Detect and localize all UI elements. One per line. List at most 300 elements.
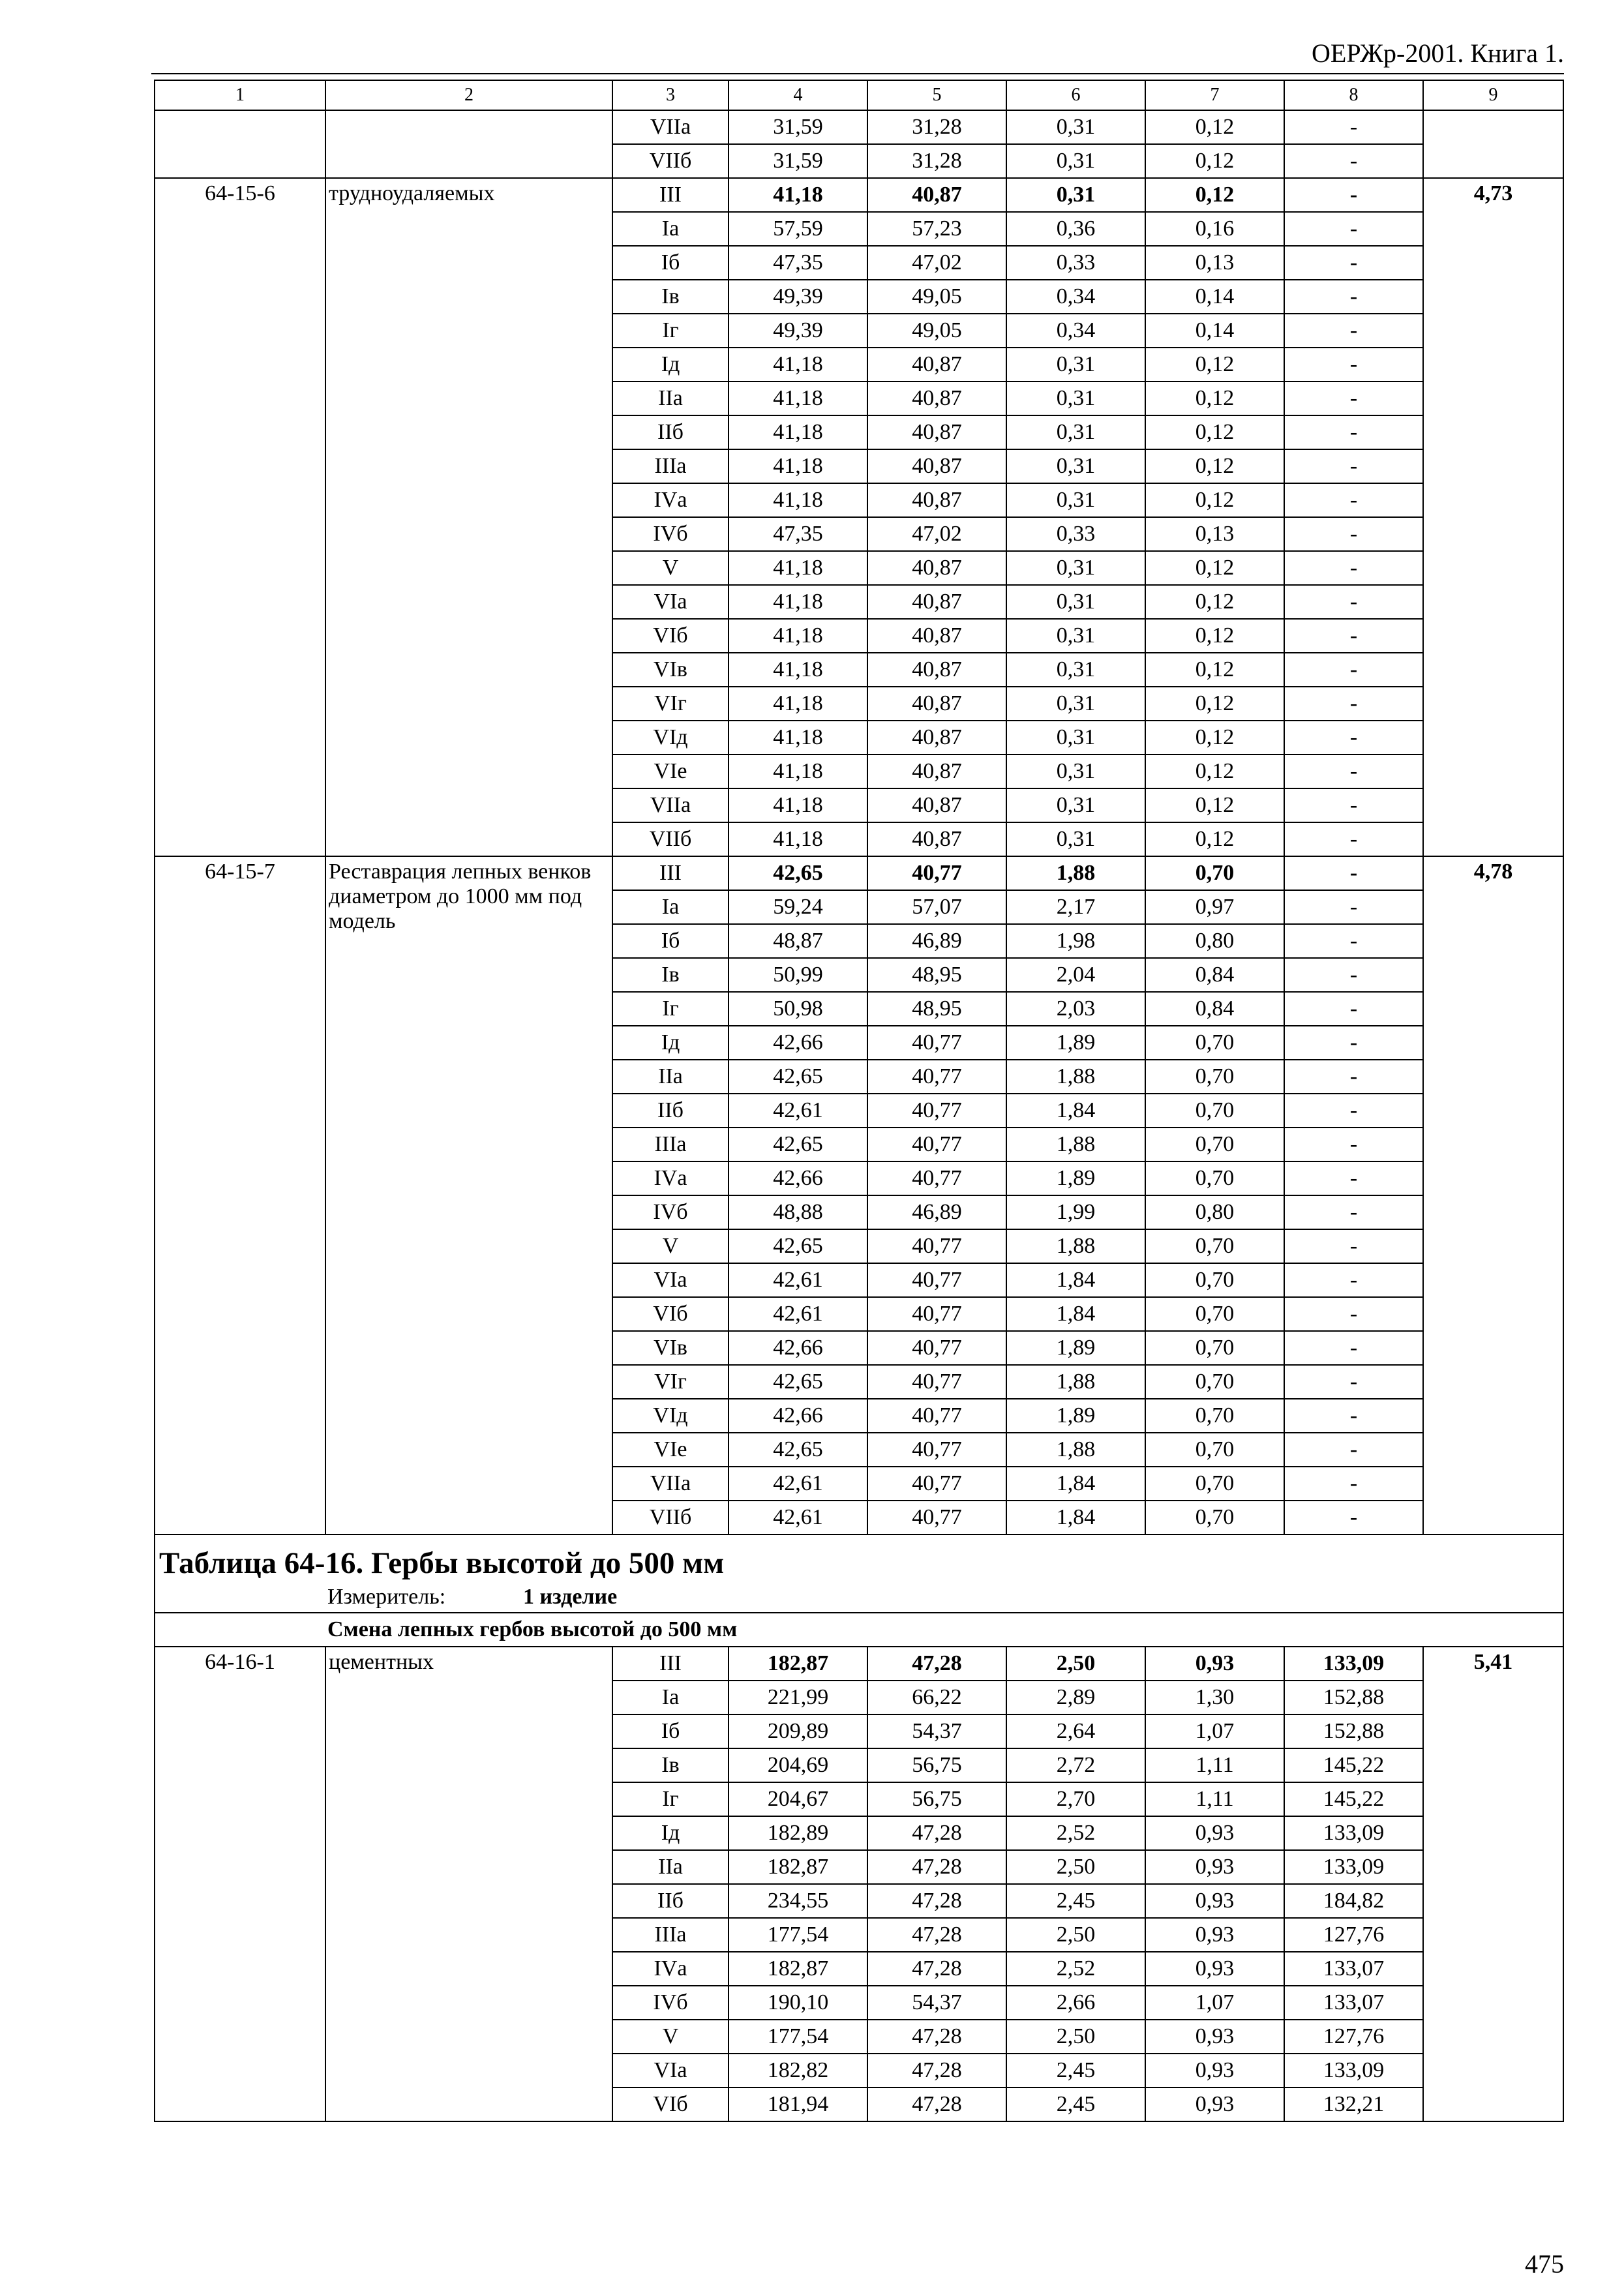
labor-hours-cell: 5,41 [1423,1647,1563,2121]
materials-cost-cell: - [1284,246,1423,280]
materials-cost-cell: 152,88 [1284,1681,1423,1714]
total-cost-cell: 221,99 [729,1681,867,1714]
zone-cell: Iд [612,1026,729,1060]
machine-cost-cell: 1,84 [1006,1094,1145,1128]
materials-cost-cell: - [1284,1229,1423,1263]
materials-cost-cell: - [1284,1399,1423,1433]
operator-wage-cell: 0,70 [1145,1501,1284,1534]
operator-wage-cell: 0,80 [1145,924,1284,958]
materials-cost-cell: - [1284,1331,1423,1365]
zone-cell: IIа [612,1060,729,1094]
zone-cell: VIб [612,619,729,653]
zone-cell: IIб [612,415,729,449]
machine-cost-cell: 2,50 [1006,1918,1145,1952]
labor-cost-cell: 40,87 [867,619,1006,653]
materials-cost-cell: - [1284,449,1423,483]
total-cost-cell: 41,18 [729,653,867,687]
table-row [155,110,1563,144]
total-cost-cell: 209,89 [729,1714,867,1748]
materials-cost-cell: - [1284,619,1423,653]
operator-wage-cell: 0,12 [1145,653,1284,687]
operator-wage-cell: 0,93 [1145,2087,1284,2121]
zone-cell: III [612,1647,729,1681]
labor-cost-cell: 40,87 [867,585,1006,619]
materials-cost-cell: - [1284,1365,1423,1399]
materials-cost-cell: - [1284,1026,1423,1060]
header-title: ОЕРЖр-2001. Книга 1. [1312,38,1564,68]
measure-cell [155,1582,1563,1613]
column-number: 2 [325,80,612,110]
materials-cost-cell: 145,22 [1284,1748,1423,1782]
labor-cost-cell: 31,28 [867,144,1006,178]
operator-wage-cell: 0,93 [1145,1850,1284,1884]
materials-cost-cell: 133,09 [1284,1816,1423,1850]
labor-cost-cell: 40,87 [867,415,1006,449]
labor-cost-cell: 40,77 [867,1467,1006,1501]
labor-cost-cell: 40,87 [867,687,1006,721]
materials-cost-cell: - [1284,1060,1423,1094]
work-description: Реставрация лепных венков диаметром до 1000 мм под модель [325,856,612,1534]
total-cost-cell: 41,18 [729,382,867,415]
zone-cell: VIв [612,1331,729,1365]
zone-cell: Iв [612,1748,729,1782]
zone-cell: Iа [612,890,729,924]
labor-hours-cell [1423,110,1563,178]
materials-cost-cell: - [1284,1161,1423,1195]
labor-cost-cell: 46,89 [867,1195,1006,1229]
labor-cost-cell: 47,28 [867,1918,1006,1952]
materials-cost-cell: 133,09 [1284,1850,1423,1884]
total-cost-cell: 182,87 [729,1647,867,1681]
operator-wage-cell: 0,14 [1145,280,1284,314]
labor-cost-cell: 40,77 [867,1433,1006,1467]
table-title-row [155,1534,1563,1582]
operator-wage-cell: 0,70 [1145,1297,1284,1331]
machine-cost-cell: 1,84 [1006,1501,1145,1534]
machine-cost-cell: 0,31 [1006,483,1145,517]
work-description [325,110,612,178]
total-cost-cell: 41,18 [729,788,867,822]
materials-cost-cell: - [1284,212,1423,246]
machine-cost-cell: 1,98 [1006,924,1145,958]
labor-cost-cell: 40,77 [867,1365,1006,1399]
labor-cost-cell: 48,95 [867,992,1006,1026]
machine-cost-cell: 0,31 [1006,178,1145,212]
table-row [155,1647,1563,1681]
total-cost-cell: 49,39 [729,280,867,314]
materials-cost-cell: - [1284,653,1423,687]
labor-cost-cell: 48,95 [867,958,1006,992]
total-cost-cell: 41,18 [729,483,867,517]
total-cost-cell: 41,18 [729,551,867,585]
materials-cost-cell: - [1284,1297,1423,1331]
labor-cost-cell: 47,28 [867,1647,1006,1681]
zone-cell: IVб [612,1986,729,2020]
operator-wage-cell: 0,12 [1145,721,1284,755]
section-subtitle: Смена лепных гербов высотой до 500 мм [155,1613,1563,1647]
section-subtitle-row [155,1613,1563,1647]
operator-wage-cell: 0,70 [1145,1128,1284,1161]
machine-cost-cell: 2,45 [1006,1884,1145,1918]
zone-cell: IIа [612,382,729,415]
operator-wage-cell: 0,12 [1145,822,1284,856]
total-cost-cell: 42,66 [729,1331,867,1365]
total-cost-cell: 41,18 [729,687,867,721]
operator-wage-cell: 0,93 [1145,1647,1284,1681]
total-cost-cell: 182,87 [729,1952,867,1986]
labor-cost-cell: 40,77 [867,1331,1006,1365]
total-cost-cell: 41,18 [729,415,867,449]
materials-cost-cell: 133,09 [1284,2054,1423,2087]
machine-cost-cell: 0,33 [1006,246,1145,280]
zone-cell: Iг [612,314,729,348]
labor-cost-cell: 49,05 [867,314,1006,348]
operator-wage-cell: 0,70 [1145,1026,1284,1060]
labor-cost-cell: 40,87 [867,483,1006,517]
materials-cost-cell: - [1284,1195,1423,1229]
operator-wage-cell: 0,12 [1145,755,1284,788]
machine-cost-cell: 0,36 [1006,212,1145,246]
zone-cell: VIIб [612,822,729,856]
materials-cost-cell: - [1284,178,1423,212]
materials-cost-cell: - [1284,348,1423,382]
operator-wage-cell: 0,12 [1145,788,1284,822]
labor-cost-cell: 56,75 [867,1782,1006,1816]
materials-cost-cell: - [1284,822,1423,856]
zone-cell: VIа [612,1263,729,1297]
machine-cost-cell: 0,34 [1006,280,1145,314]
operator-wage-cell: 1,11 [1145,1748,1284,1782]
labor-cost-cell: 40,77 [867,1128,1006,1161]
labor-cost-cell: 40,77 [867,1297,1006,1331]
machine-cost-cell: 2,17 [1006,890,1145,924]
operator-wage-cell: 0,84 [1145,958,1284,992]
machine-cost-cell: 2,70 [1006,1782,1145,1816]
labor-cost-cell: 40,87 [867,449,1006,483]
labor-cost-cell: 40,87 [867,822,1006,856]
operator-wage-cell: 0,84 [1145,992,1284,1026]
rate-code: 64-15-7 [155,856,325,1534]
total-cost-cell: 42,66 [729,1026,867,1060]
labor-cost-cell: 56,75 [867,1748,1006,1782]
total-cost-cell: 47,35 [729,517,867,551]
total-cost-cell: 177,54 [729,2020,867,2054]
machine-cost-cell: 0,31 [1006,110,1145,144]
machine-cost-cell: 2,45 [1006,2054,1145,2087]
total-cost-cell: 59,24 [729,890,867,924]
total-cost-cell: 42,65 [729,1229,867,1263]
machine-cost-cell: 2,45 [1006,2087,1145,2121]
machine-cost-cell: 2,04 [1006,958,1145,992]
labor-cost-cell: 47,28 [867,1884,1006,1918]
materials-cost-cell: - [1284,517,1423,551]
machine-cost-cell: 1,89 [1006,1161,1145,1195]
total-cost-cell: 49,39 [729,314,867,348]
labor-cost-cell: 47,28 [867,2020,1006,2054]
column-number: 8 [1284,80,1423,110]
column-number: 1 [155,80,325,110]
machine-cost-cell: 0,31 [1006,449,1145,483]
total-cost-cell: 41,18 [729,449,867,483]
machine-cost-cell: 0,31 [1006,585,1145,619]
labor-cost-cell: 40,77 [867,1229,1006,1263]
zone-cell: VIб [612,1297,729,1331]
operator-wage-cell: 0,12 [1145,110,1284,144]
zone-cell: IVа [612,1161,729,1195]
materials-cost-cell: 133,07 [1284,1986,1423,2020]
materials-cost-cell: - [1284,924,1423,958]
zone-cell: VIIа [612,110,729,144]
labor-cost-cell: 47,02 [867,246,1006,280]
machine-cost-cell: 0,33 [1006,517,1145,551]
materials-cost-cell: 127,76 [1284,1918,1423,1952]
labor-cost-cell: 40,87 [867,721,1006,755]
operator-wage-cell: 1,11 [1145,1782,1284,1816]
labor-cost-cell: 40,87 [867,178,1006,212]
total-cost-cell: 50,98 [729,992,867,1026]
machine-cost-cell: 0,31 [1006,653,1145,687]
operator-wage-cell: 1,30 [1145,1681,1284,1714]
machine-cost-cell: 2,03 [1006,992,1145,1026]
labor-cost-cell: 49,05 [867,280,1006,314]
table-body [155,80,1563,2121]
materials-cost-cell: 145,22 [1284,1782,1423,1816]
column-number-row [155,80,1563,110]
zone-cell: VIIб [612,144,729,178]
total-cost-cell: 181,94 [729,2087,867,2121]
materials-cost-cell: - [1284,1467,1423,1501]
machine-cost-cell: 0,31 [1006,144,1145,178]
column-number: 3 [612,80,729,110]
operator-wage-cell: 0,12 [1145,415,1284,449]
total-cost-cell: 47,35 [729,246,867,280]
operator-wage-cell: 0,70 [1145,856,1284,890]
measure-value: 1 изделие [523,1585,618,1609]
zone-cell: III [612,856,729,890]
machine-cost-cell: 0,31 [1006,382,1145,415]
labor-cost-cell: 40,87 [867,788,1006,822]
zone-cell: IIIа [612,449,729,483]
total-cost-cell: 31,59 [729,144,867,178]
operator-wage-cell: 0,12 [1145,687,1284,721]
labor-hours-cell: 4,78 [1423,856,1563,1534]
labor-cost-cell: 47,28 [867,2087,1006,2121]
total-cost-cell: 41,18 [729,822,867,856]
machine-cost-cell: 1,88 [1006,856,1145,890]
materials-cost-cell: - [1284,1263,1423,1297]
machine-cost-cell: 0,31 [1006,415,1145,449]
total-cost-cell: 182,87 [729,1850,867,1884]
materials-cost-cell: - [1284,788,1423,822]
labor-cost-cell: 40,77 [867,1161,1006,1195]
operator-wage-cell: 0,93 [1145,2020,1284,2054]
labor-cost-cell: 40,87 [867,551,1006,585]
machine-cost-cell: 2,50 [1006,2020,1145,2054]
machine-cost-cell: 1,99 [1006,1195,1145,1229]
operator-wage-cell: 0,70 [1145,1433,1284,1467]
machine-cost-cell: 2,50 [1006,1850,1145,1884]
materials-cost-cell: - [1284,110,1423,144]
materials-cost-cell: - [1284,585,1423,619]
machine-cost-cell: 1,84 [1006,1263,1145,1297]
machine-cost-cell: 0,31 [1006,551,1145,585]
zone-cell: Iг [612,992,729,1026]
total-cost-cell: 41,18 [729,348,867,382]
operator-wage-cell: 0,93 [1145,1918,1284,1952]
zone-cell: Iа [612,1681,729,1714]
labor-cost-cell: 47,28 [867,1850,1006,1884]
zone-cell: IVб [612,1195,729,1229]
machine-cost-cell: 2,72 [1006,1748,1145,1782]
labor-cost-cell: 47,28 [867,2054,1006,2087]
zone-cell: Iд [612,348,729,382]
machine-cost-cell: 2,64 [1006,1714,1145,1748]
labor-cost-cell: 54,37 [867,1714,1006,1748]
zone-cell: IIа [612,1850,729,1884]
operator-wage-cell: 0,12 [1145,551,1284,585]
operator-wage-cell: 0,12 [1145,619,1284,653]
zone-cell: IVа [612,483,729,517]
operator-wage-cell: 0,14 [1145,314,1284,348]
operator-wage-cell: 0,70 [1145,1229,1284,1263]
rate-code: 64-16-1 [155,1647,325,2121]
zone-cell: VIб [612,2087,729,2121]
zone-cell: VIд [612,1399,729,1433]
operator-wage-cell: 0,93 [1145,1884,1284,1918]
total-cost-cell: 41,18 [729,721,867,755]
total-cost-cell: 48,87 [729,924,867,958]
total-cost-cell: 42,65 [729,856,867,890]
materials-cost-cell: 152,88 [1284,1714,1423,1748]
machine-cost-cell: 0,31 [1006,755,1145,788]
operator-wage-cell: 0,93 [1145,1952,1284,1986]
operator-wage-cell: 0,70 [1145,1263,1284,1297]
machine-cost-cell: 0,31 [1006,822,1145,856]
machine-cost-cell: 1,84 [1006,1467,1145,1501]
machine-cost-cell: 1,88 [1006,1433,1145,1467]
zone-cell: V [612,1229,729,1263]
zone-cell: IIIа [612,1918,729,1952]
zone-cell: Iв [612,958,729,992]
total-cost-cell: 41,18 [729,178,867,212]
zone-cell: VIд [612,721,729,755]
operator-wage-cell: 0,12 [1145,144,1284,178]
labor-cost-cell: 46,89 [867,924,1006,958]
operator-wage-cell: 0,70 [1145,1161,1284,1195]
labor-cost-cell: 40,87 [867,653,1006,687]
materials-cost-cell: - [1284,280,1423,314]
operator-wage-cell: 0,12 [1145,483,1284,517]
column-number: 9 [1423,80,1563,110]
zone-cell: VIг [612,687,729,721]
zone-cell: VIа [612,2054,729,2087]
total-cost-cell: 42,66 [729,1161,867,1195]
total-cost-cell: 42,61 [729,1263,867,1297]
operator-wage-cell: 0,70 [1145,1467,1284,1501]
materials-cost-cell: - [1284,314,1423,348]
materials-cost-cell: 184,82 [1284,1884,1423,1918]
operator-wage-cell: 0,93 [1145,1816,1284,1850]
machine-cost-cell: 2,52 [1006,1952,1145,1986]
machine-cost-cell: 0,31 [1006,721,1145,755]
total-cost-cell: 41,18 [729,585,867,619]
column-number: 6 [1006,80,1145,110]
materials-cost-cell: - [1284,687,1423,721]
zone-cell: Iб [612,1714,729,1748]
zone-cell: Iа [612,212,729,246]
labor-cost-cell: 40,77 [867,856,1006,890]
materials-cost-cell: - [1284,382,1423,415]
labor-cost-cell: 57,07 [867,890,1006,924]
operator-wage-cell: 0,93 [1145,2054,1284,2087]
materials-cost-cell: - [1284,958,1423,992]
machine-cost-cell: 1,88 [1006,1229,1145,1263]
zone-cell: IIIа [612,1128,729,1161]
materials-cost-cell: - [1284,144,1423,178]
materials-cost-cell: 127,76 [1284,2020,1423,2054]
machine-cost-cell: 2,50 [1006,1647,1145,1681]
materials-cost-cell: 132,21 [1284,2087,1423,2121]
header-rule [151,73,1564,74]
table-title: Таблица 64-16. Гербы высотой до 500 мм [155,1534,1563,1582]
operator-wage-cell: 0,70 [1145,1060,1284,1094]
zone-cell: V [612,551,729,585]
machine-cost-cell: 1,89 [1006,1026,1145,1060]
labor-cost-cell: 47,28 [867,1816,1006,1850]
operator-wage-cell: 0,16 [1145,212,1284,246]
materials-cost-cell: - [1284,551,1423,585]
rate-code: 64-15-6 [155,178,325,856]
materials-cost-cell: - [1284,483,1423,517]
labor-cost-cell: 40,77 [867,1263,1006,1297]
labor-cost-cell: 40,77 [867,1060,1006,1094]
rate-code [155,110,325,178]
materials-cost-cell: 133,09 [1284,1647,1423,1681]
operator-wage-cell: 0,70 [1145,1094,1284,1128]
materials-cost-cell: - [1284,755,1423,788]
operator-wage-cell: 0,13 [1145,517,1284,551]
machine-cost-cell: 1,88 [1006,1060,1145,1094]
total-cost-cell: 50,99 [729,958,867,992]
column-number: 4 [729,80,867,110]
operator-wage-cell: 0,13 [1145,246,1284,280]
zone-cell: IIб [612,1094,729,1128]
zone-cell: VIIа [612,1467,729,1501]
machine-cost-cell: 2,89 [1006,1681,1145,1714]
machine-cost-cell: 0,34 [1006,314,1145,348]
zone-cell: VIг [612,1365,729,1399]
machine-cost-cell: 0,31 [1006,687,1145,721]
materials-cost-cell: - [1284,1433,1423,1467]
labor-cost-cell: 31,28 [867,110,1006,144]
operator-wage-cell: 0,70 [1145,1399,1284,1433]
materials-cost-cell: - [1284,890,1423,924]
machine-cost-cell: 1,84 [1006,1297,1145,1331]
operator-wage-cell: 0,12 [1145,348,1284,382]
column-number: 5 [867,80,1006,110]
machine-cost-cell: 1,88 [1006,1128,1145,1161]
total-cost-cell: 177,54 [729,1918,867,1952]
machine-cost-cell: 1,89 [1006,1399,1145,1433]
materials-cost-cell: - [1284,1128,1423,1161]
operator-wage-cell: 0,70 [1145,1365,1284,1399]
machine-cost-cell: 1,88 [1006,1365,1145,1399]
price-table [154,80,1564,2122]
total-cost-cell: 234,55 [729,1884,867,1918]
total-cost-cell: 42,61 [729,1467,867,1501]
zone-cell: VIе [612,755,729,788]
zone-cell: V [612,2020,729,2054]
